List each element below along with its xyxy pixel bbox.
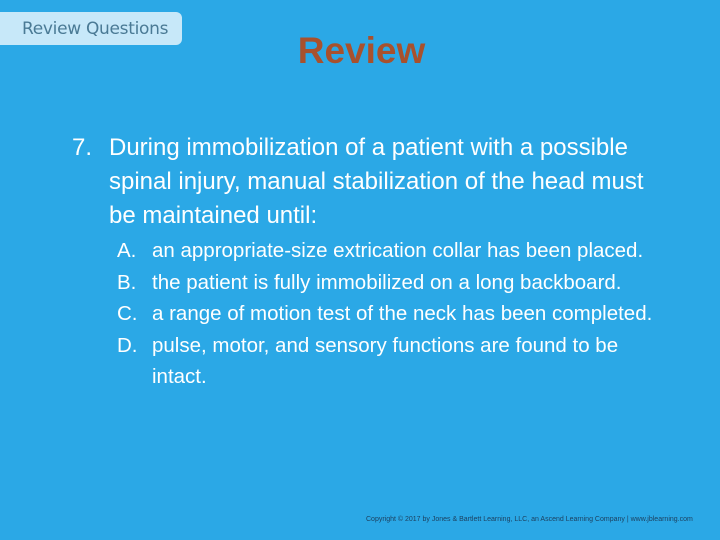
option-text: an appropriate-size extrication collar has been placed. bbox=[152, 239, 644, 262]
answer-option-b bbox=[117, 267, 677, 299]
answer-options bbox=[117, 235, 677, 393]
option-text: a range of motion test of the neck has been completed. bbox=[152, 302, 653, 325]
question-text: During immobilization of a patient with a possible spinal injury, manual stabilization of the head must be maintained until: bbox=[109, 134, 644, 229]
option-letter: B. bbox=[117, 270, 137, 294]
section-tag-label: Review Questions bbox=[22, 18, 169, 39]
answer-option-d bbox=[117, 330, 677, 393]
option-letter: A. bbox=[117, 239, 137, 262]
option-letter: D. bbox=[117, 333, 138, 357]
question-number: 7. bbox=[72, 134, 93, 161]
question bbox=[72, 131, 662, 233]
option-letter: C. bbox=[117, 302, 138, 325]
option-text: pulse, motor, and sensory functions are found to be intact. bbox=[152, 333, 619, 388]
option-text: the patient is fully immobilized on a long backboard. bbox=[152, 270, 622, 294]
copyright-footer: Copyright © 2017 by Jones & Bartlett Learning, LLC, an Ascend Learning Company | www.jblearning.com bbox=[366, 516, 693, 523]
slide-title: Review bbox=[297, 30, 426, 71]
answer-option-a bbox=[117, 235, 677, 267]
answer-option-c bbox=[117, 298, 677, 330]
